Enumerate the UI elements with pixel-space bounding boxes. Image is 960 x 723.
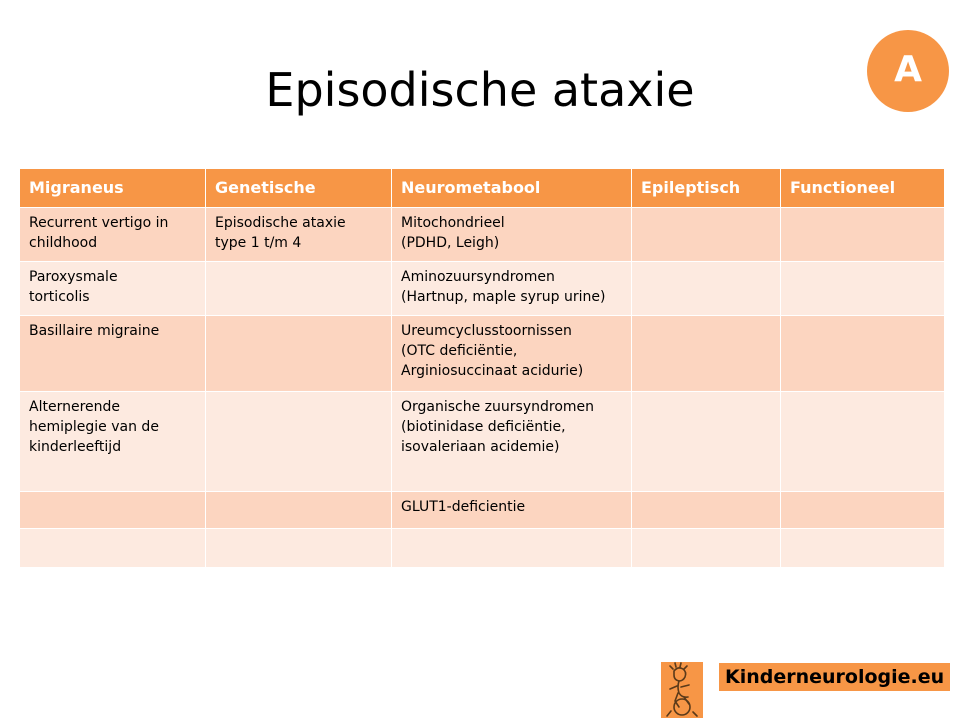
table-cell: Alternerende hemiplegie van de kinderleeftijd [20,392,206,492]
table-row [20,316,945,392]
table-cell: Episodische ataxie type 1 t/m 4 [206,208,392,262]
header-functioneel: Functioneel [781,169,945,208]
section-badge: A [867,30,949,112]
table-cell: Aminozuursyndromen (Hartnup, maple syrup urine) [392,262,632,316]
table-cell [781,316,945,392]
child-figure-icon [661,662,703,718]
table-row [20,492,945,529]
header-genetische: Genetische [206,169,392,208]
table-header-row [20,169,945,208]
ataxia-table [19,168,945,568]
table-cell [781,262,945,316]
table-cell [781,392,945,492]
table-cell [632,392,781,492]
header-epileptisch: Epileptisch [632,169,781,208]
header-neurometabool: Neurometabool [392,169,632,208]
table-cell: Basillaire migraine [20,316,206,392]
table-cell [206,316,392,392]
table-cell [206,529,392,568]
table-cell: Mitochondrieel (PDHD, Leigh) [392,208,632,262]
table-cell [632,208,781,262]
table-row [20,529,945,568]
logo-text: Kinderneurologie.eu [719,663,950,691]
slide-title: Episodische ataxie [265,63,695,117]
header-migraneus: Migraneus [20,169,206,208]
table-cell: Recurrent vertigo in childhood [20,208,206,262]
table-cell: Ureumcyclusstoornissen (OTC deficiëntie, Arginiosuccinaat acidurie) [392,316,632,392]
table-cell [632,316,781,392]
table-row [20,262,945,316]
table-cell [206,492,392,529]
table-cell [632,492,781,529]
table-cell [20,529,206,568]
table-cell [781,208,945,262]
table-cell [632,529,781,568]
table-row [20,392,945,492]
table-cell [206,392,392,492]
table-cell [206,262,392,316]
table-cell: GLUT1-deficientie [392,492,632,529]
table-cell [781,529,945,568]
table-cell: Organische zuursyndromen (biotinidase deficiëntie, isovaleriaan acidemie) [392,392,632,492]
table-cell [781,492,945,529]
table-row [20,208,945,262]
table-cell [20,492,206,529]
table-cell: Paroxysmale torticolis [20,262,206,316]
table-cell [392,529,632,568]
table-cell [632,262,781,316]
